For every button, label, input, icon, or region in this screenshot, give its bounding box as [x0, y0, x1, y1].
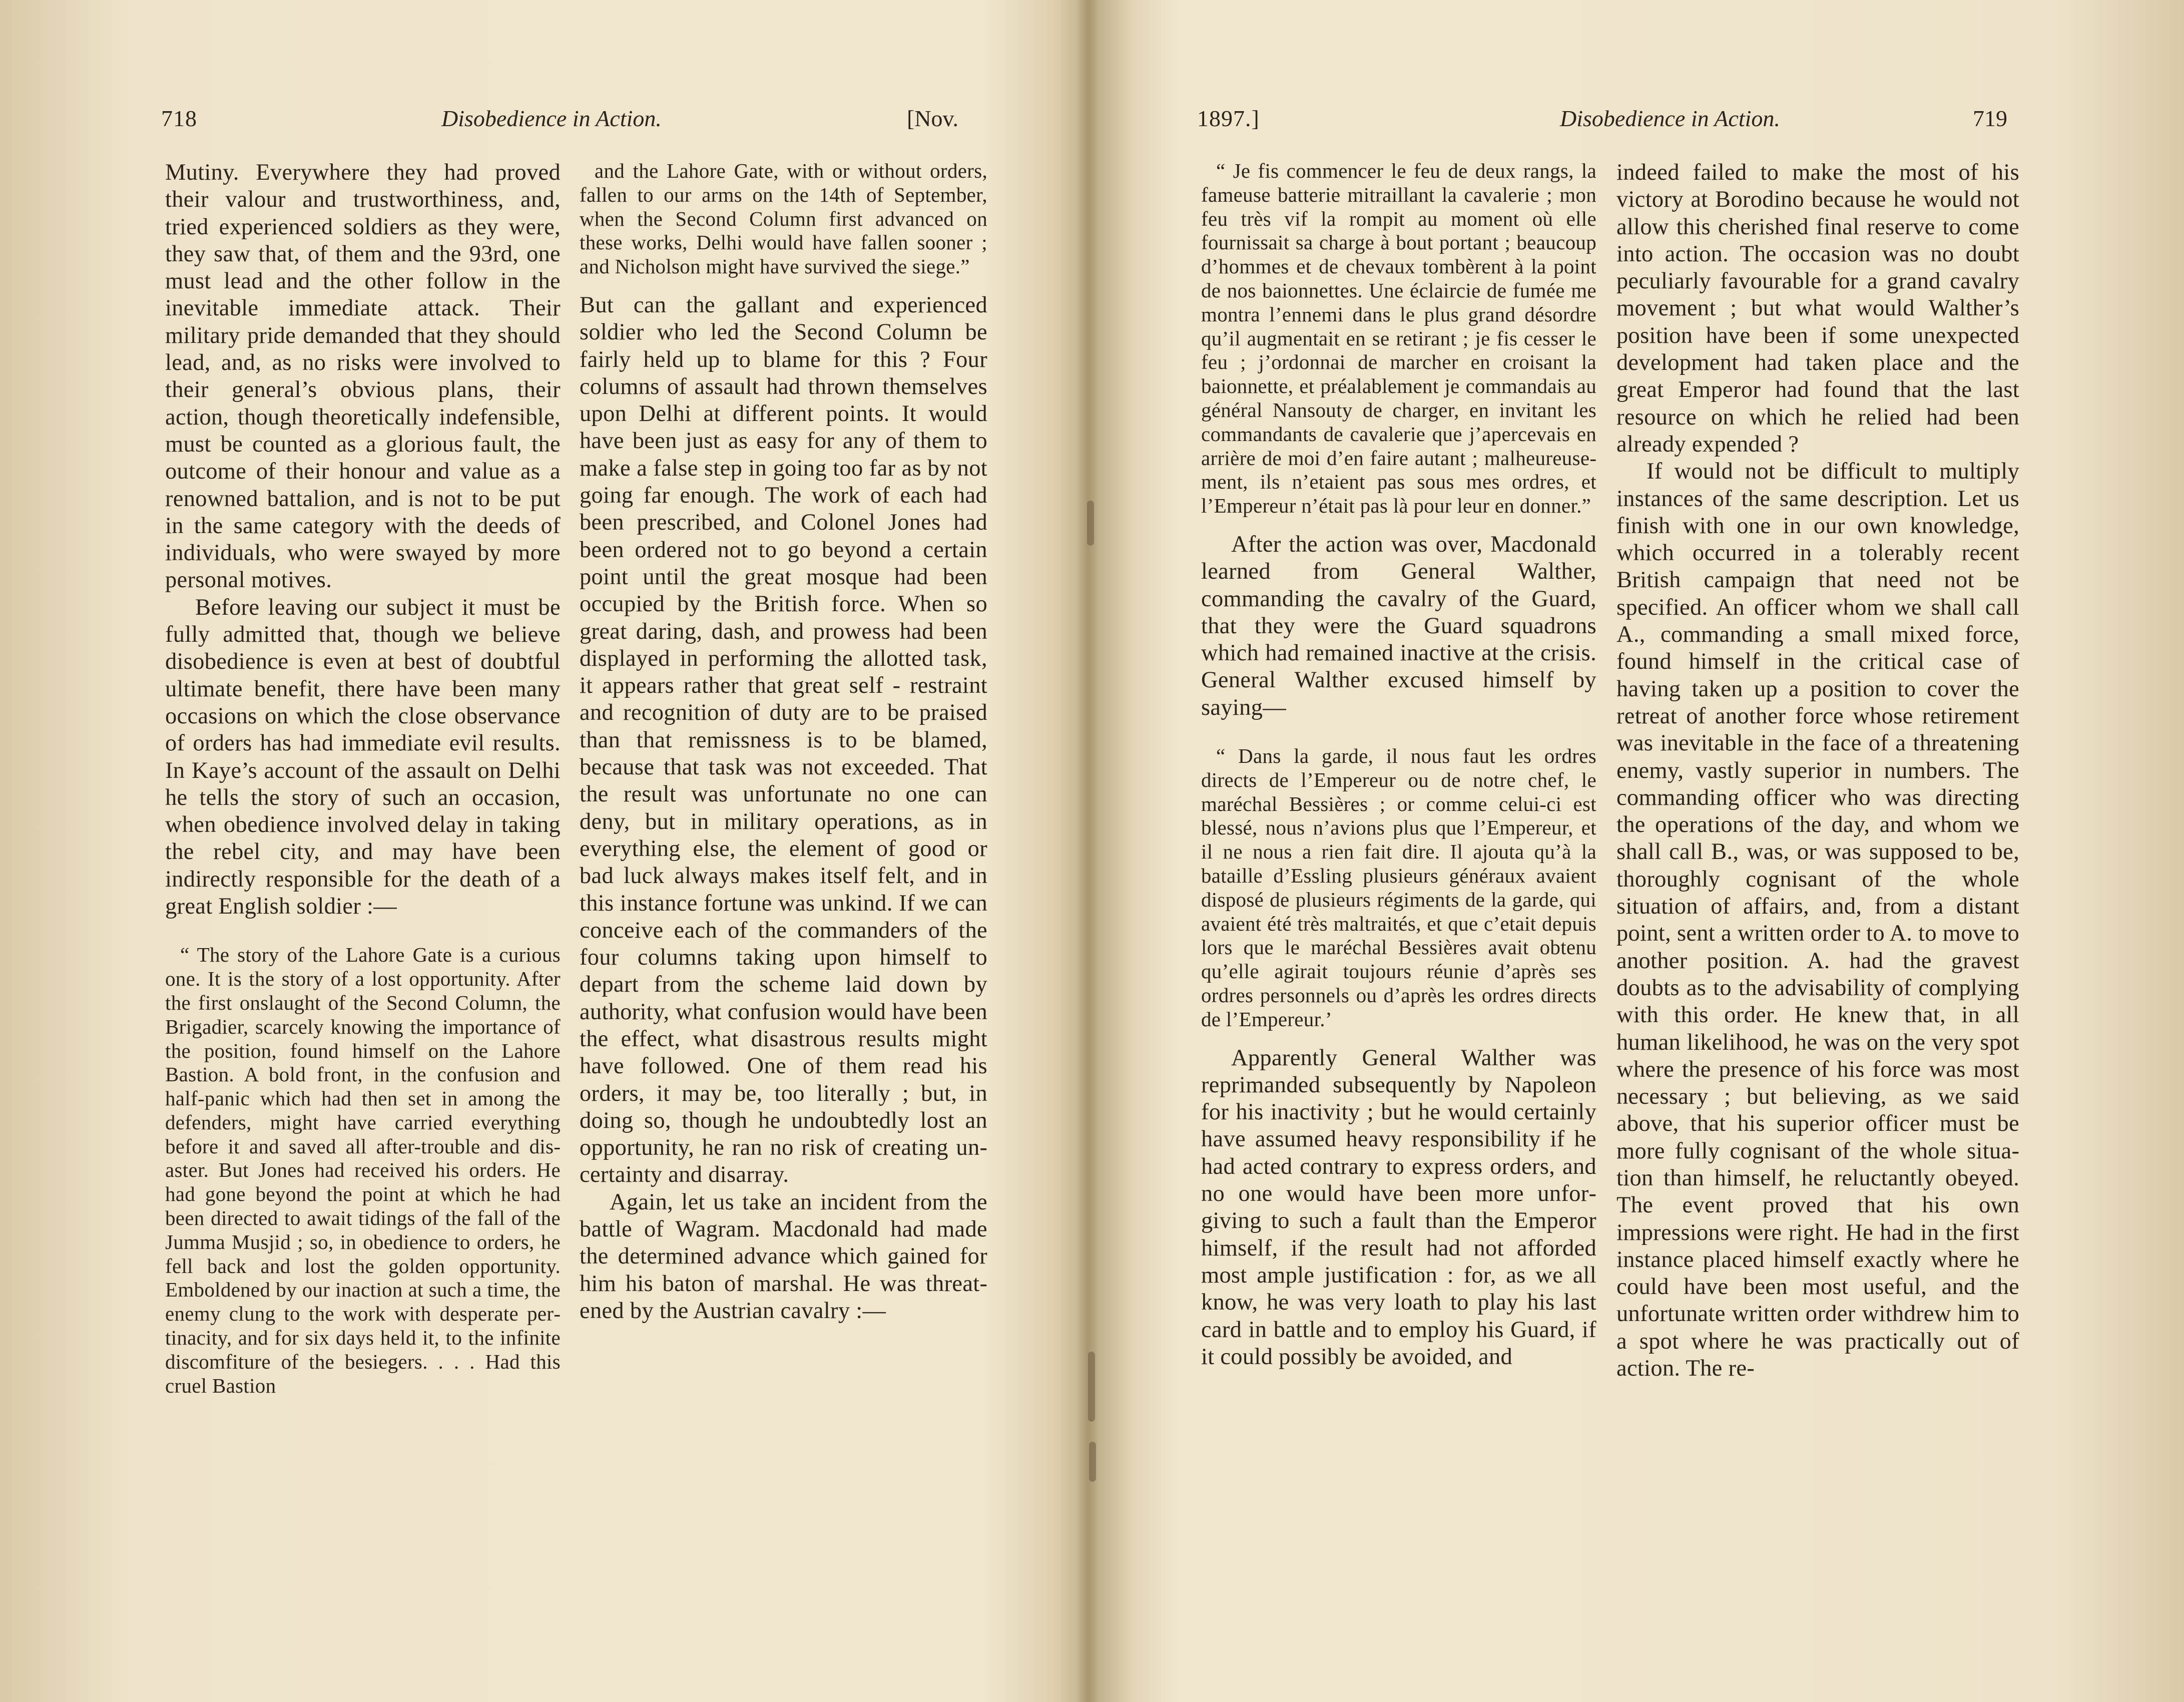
block-quote: and the Lahore Gate, with or without orders, fallen to our arms on the 14th of September, when the Second Column first advanced on these works, Delhi would have fallen sooner ; and Nicholson might have survived the siege.” [580, 159, 987, 278]
running-title: Disobedience in Action. [441, 106, 662, 131]
body-paragraph: But can the gallant and experienced soldier who led the Second Column be fairly held up to blame for this ? Four columns of assault had thrown themselves upon Delhi at different points. It would have been just as easy for any of them to make a false step in going too far as by not going far enough. The work of each had been prescribed, and Colonel Jones had been ordered not to go beyond a certain point until the great mosque had been occupied by the British force. When so great daring, dash, and prowess had been displayed in performing the allotted task, it appears rather that great self - restraint and recognition of duty are to be praised than that remissness is to be blamed, because that task was not exceeded. That the result was unfortunate no one can deny, but in military operations, as in everything else, the element of good or bad luck always makes itself felt, and in this instance fortune was unkind. If we can conceive each of the commanders of the four columns taking upon himself to depart from the scheme laid down by authority, what confusion would have been the effect, what disastrous results might have followed. One of them read his orders, it may be, too literally ; but, in doing so, though he undoubtedly lost an opportunity, he ran no risk of creating uncertainty and disarray. [580, 292, 987, 1188]
body-paragraph: Again, let us take an incident from the battle of Wagram. Macdonald had made the determined advance which gained for him his baton of marshal. He was threatened by the Austrian cavalry :— [580, 1189, 987, 1324]
body-paragraph: indeed failed to make the most of his victory at Borodino because he would not allow this cherished final reserve to come into action. The occasion was no doubt peculiarly favourable for a grand cavalry movement ; but what would Walther’s position have been if some unexpected development had taken place and the great Emperor had found that the last resource on which he relied had been already expended ? [1616, 160, 2019, 457]
binding-tear [1087, 501, 1094, 546]
block-quote: “ Je fis commencer le feu de deux rangs, la fameuse batterie mitraillant la cavalerie ; mon feu très vif la rompit au moment où elle fournissait sa charge à bout portant ; beaucoup d’hommes et de chevaux tombèrent à la point de nos baionnettes. Une éclaircie de fumée me montra l’ennemi dans le plus grand désordre qu’il augmentait en se retirant ; je fis cesser le feu ; j’ordonnai de marcher en croisant la baionnette, et préalablement je commandais au général Nansouty de charger, en invitant les commandants de cavalerie que j’apercevais en arrière de moi d’en faire autant ; malheureusement, ils n’etaient pas sous mes ordres, et l’Empereur n’était pas là pour leur en donner.” [1201, 159, 1596, 518]
block-quote: “ The story of the Lahore Gate is a curious one. It is the story of a lost opportunity. After the first onslaught of the Second Column, the Brigadier, scarcely knowing the importance of the position, found himself on the Lahore Bastion. A bold front, in the confusion and half-panic which had then set in among the defenders, might have carried everything before it and saved all after-trouble and disaster. But Jones had received his orders. He had gone beyond the point at which he had been directed to await tidings of the fall of the Jumma Musjid ; so, in obedience to orders, he fell back and lost the golden opportunity. Emboldened by our inaction at such a time, the enemy clung to the work with desperate pertinacity, and for six days held it, to the infinite discomfiture of the besiegers. . . . Had this cruel Bastion [165, 943, 561, 1397]
date-tag: [Nov. [907, 106, 959, 131]
body-paragraph: Mutiny. Everywhere they had proved their valour and trustworthiness, and, tried experienced soldiers as they were, they saw that, of them and the 93rd, one must lead and the other follow in the inevitable immediate attack. Their military pride demanded that they should lead, and, as no risks were involved to their general’s obvious plans, their action, though theoretically indefensible, must be counted as a glorious fault, the outcome of their honour and value as a renowned battalion, and is not to be put in the same category with the deeds of individuals, who were swayed by more personal motives. [165, 160, 561, 593]
page-number: 718 [161, 106, 197, 131]
running-title: Disobedience in Action. [1560, 106, 1780, 131]
binding-tear [1089, 1442, 1096, 1482]
body-paragraph: Before leaving our subject it must be fully admitted that, though we believe disobedience is even at best of doubtful ultimate benefit, there have been many occasions on which the close observance of orders has had immediate evil results. In Kaye’s account of the assault on Delhi he tells the story of such an occasion, when obedience involved delay in taking the rebel city, and may have been indirectly responsible for the death of a great English soldier :— [165, 594, 561, 920]
right-page [1108, 0, 2184, 1702]
left-column-2 [580, 159, 987, 1325]
page-number: 719 [1973, 106, 2007, 131]
body-paragraph: If would not be difficult to multiply instances of the same description. Let us finish with one in our own knowledge, which occurred in a tolerably recent British campaign that need not be specified. An officer whom we shall call A., commanding a small mixed force, found himself in the critical case of having taken up a position to cover the retreat of another force whose retirement was inevitable in the face of a threatening enemy, vastly superior in numbers. The commanding officer who was directing the operations of the day, and whom we shall call B., was, or was supposed to be, thoroughly cognisant of the whole situation of affairs, and, from a distant point, sent a written order to A. to move to another position. A. had the gravest doubts as to the advisability of complying with this order. He knew that, in all human likelihood, he was on the very spot where the presence of his force was most necessary ; but believing, as we said above, that his superior officer must be more fully cognisant of the whole situation than himself, he reluctantly obeyed. The event proved that his own impressions were right. He had in the first instance placed himself exactly where he could have been most useful, and the unfortunate written order withdrew him to a spot where he was practically out of action. The re- [1616, 459, 2019, 1382]
left-page [0, 0, 1076, 1702]
right-page-header [1197, 105, 2023, 140]
body-paragraph: After the action was over, Macdonald learned from General Walther, commanding the cavalry of the Guard, that they were the Guard squadrons which had remained inactive at the crisis. General Walther excused himself by saying— [1201, 531, 1596, 720]
block-quote: “ Dans la garde, il nous faut les ordres directs de l’Empereur ou de notre chef, le maréchal Bessières ; or comme celui-ci est blessé, nous n’avions plus que l’Empereur, et il ne nous a rien fait dire. Il ajouta qu’à la bataille d’Essling plusieurs généraux avaient disposé de plusieurs régiments de la garde, qui avaient été très maltraités, et que c’etait depuis lors que le maréchal Bessières avait obtenu qu’elle agirait toujours réunie d’après ses ordres personnels ou d’après les ordres directs de l’Empereur.’ [1201, 744, 1596, 1031]
binding-tear [1088, 1352, 1095, 1422]
left-page-header [161, 105, 992, 140]
right-column-1 [1201, 159, 1596, 1371]
date-tag: 1897.] [1197, 106, 1260, 131]
left-column-1 [165, 159, 561, 1411]
body-paragraph: Apparently General Walther was reprimanded subsequently by Napoleon for his inactivity ; but he would certainly have assumed heavy responsibility if he had acted contrary to express orders, and no one would have been more unforgiving to such a fault than the Emperor himself, if the result had not afforded most ample justification : for, as we all know, he was very loath to play his last card in battle and to employ his Guard, if it could possibly be avoided, and [1201, 1045, 1596, 1370]
right-column-2 [1616, 159, 2019, 1382]
